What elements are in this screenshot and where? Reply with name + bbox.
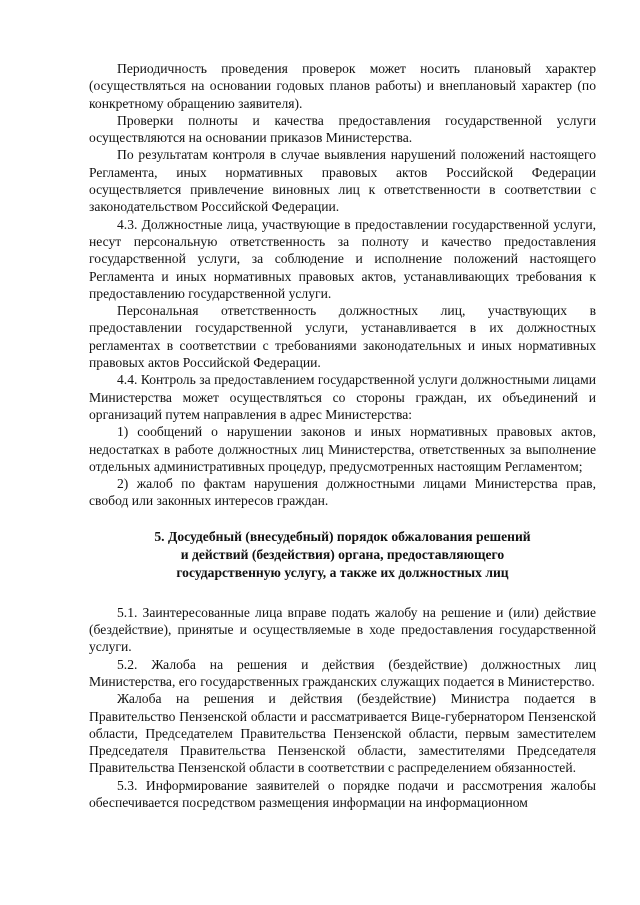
paragraph-control-results: По результатам контроля в случае выявления нарушений положений настоящего Регламента, иных нормативных правовых актов Российской Федерации осуществляется привлечение виновных лиц к ответственности в соответствии с законодательством Российской Федерации. <box>89 147 596 215</box>
section-5-heading <box>89 528 596 582</box>
paragraph-5-3: 5.3. Информирование заявителей о порядке подачи и рассмотрения жалобы обеспечивается посредством размещения информации на информационном <box>89 777 596 810</box>
list-item-1: 1) сообщений о нарушении законов и иных нормативных правовых актов, недостатках в работе должностных лиц Министерства, ответственных за выполнение отдельных административных процедур, предусмотренных настоящим Регламентом; <box>89 424 596 474</box>
paragraph-minister-complaint: Жалоба на решения и действия (бездействие) Министра подается в Правительство Пензенской области и рассматривается Вице-губернатором Пензенской области, Председателем Правительства Пензенской области, первым заместителем Председателя Правительства Пензенской области, заместителями Председателя Правительства Пензенской области в соответствии с распределением обязанностей. <box>89 691 596 776</box>
paragraph-5-2: 5.2. Жалоба на решения и действия (бездействие) должностных лиц Министерства, его государственных гражданских служащих подается в Министерство. <box>89 656 596 689</box>
paragraph-4-4: 4.4. Контроль за предоставлением государственной услуги должностными лицами Министерства может осуществляться со стороны граждан, их объединений и организаций путем направления в адрес Министерства: <box>89 372 596 422</box>
heading-line-2: и действий (бездействия) органа, предоставляющего <box>180 546 505 562</box>
list-item-2: 2) жалоб по фактам нарушения должностными лицами Министерства прав, свобод или законных интересов граждан. <box>89 476 596 509</box>
paragraph-personal-responsibility: Персональная ответственность должностных лиц, участвующих в предоставлении государственной услуги, устанавливается в их должностных регламентах в соответствии с требованиями законодательных и иных нормативных правовых актов Российской Федерации. <box>89 303 596 371</box>
paragraph-checks-basis: Проверки полноты и качества предоставления государственной услуги осуществляются на основании приказов Министерства. <box>89 112 596 146</box>
paragraph-4-3: 4.3. Должностные лица, участвующие в предоставлении государственной услуги, несут персональную ответственность за полноту и качество предоставления государственной услуги, за соблюдение и исполнение положений настоящего Регламента и иных нормативных правовых актов, устанавливающих требования к предоставлению государственной услуги. <box>89 216 596 301</box>
heading-line-3: государственную услугу, а также их должностных лиц <box>176 564 509 580</box>
document-page <box>89 60 596 811</box>
heading-line-1: 5. Досудебный (внесудебный) порядок обжалования решений <box>154 528 531 544</box>
paragraph-periodicity: Периодичность проведения проверок может носить плановый характер (осуществляться на основании годовых планов работы) и внеплановый характер (по конкретному обращению заявителя). <box>89 61 596 111</box>
paragraph-5-1: 5.1. Заинтересованные лица вправе подать жалобу на решение и (или) действие (бездействие), принятые и осуществляемые в ходе предоставления государственной услуги. <box>89 604 596 655</box>
